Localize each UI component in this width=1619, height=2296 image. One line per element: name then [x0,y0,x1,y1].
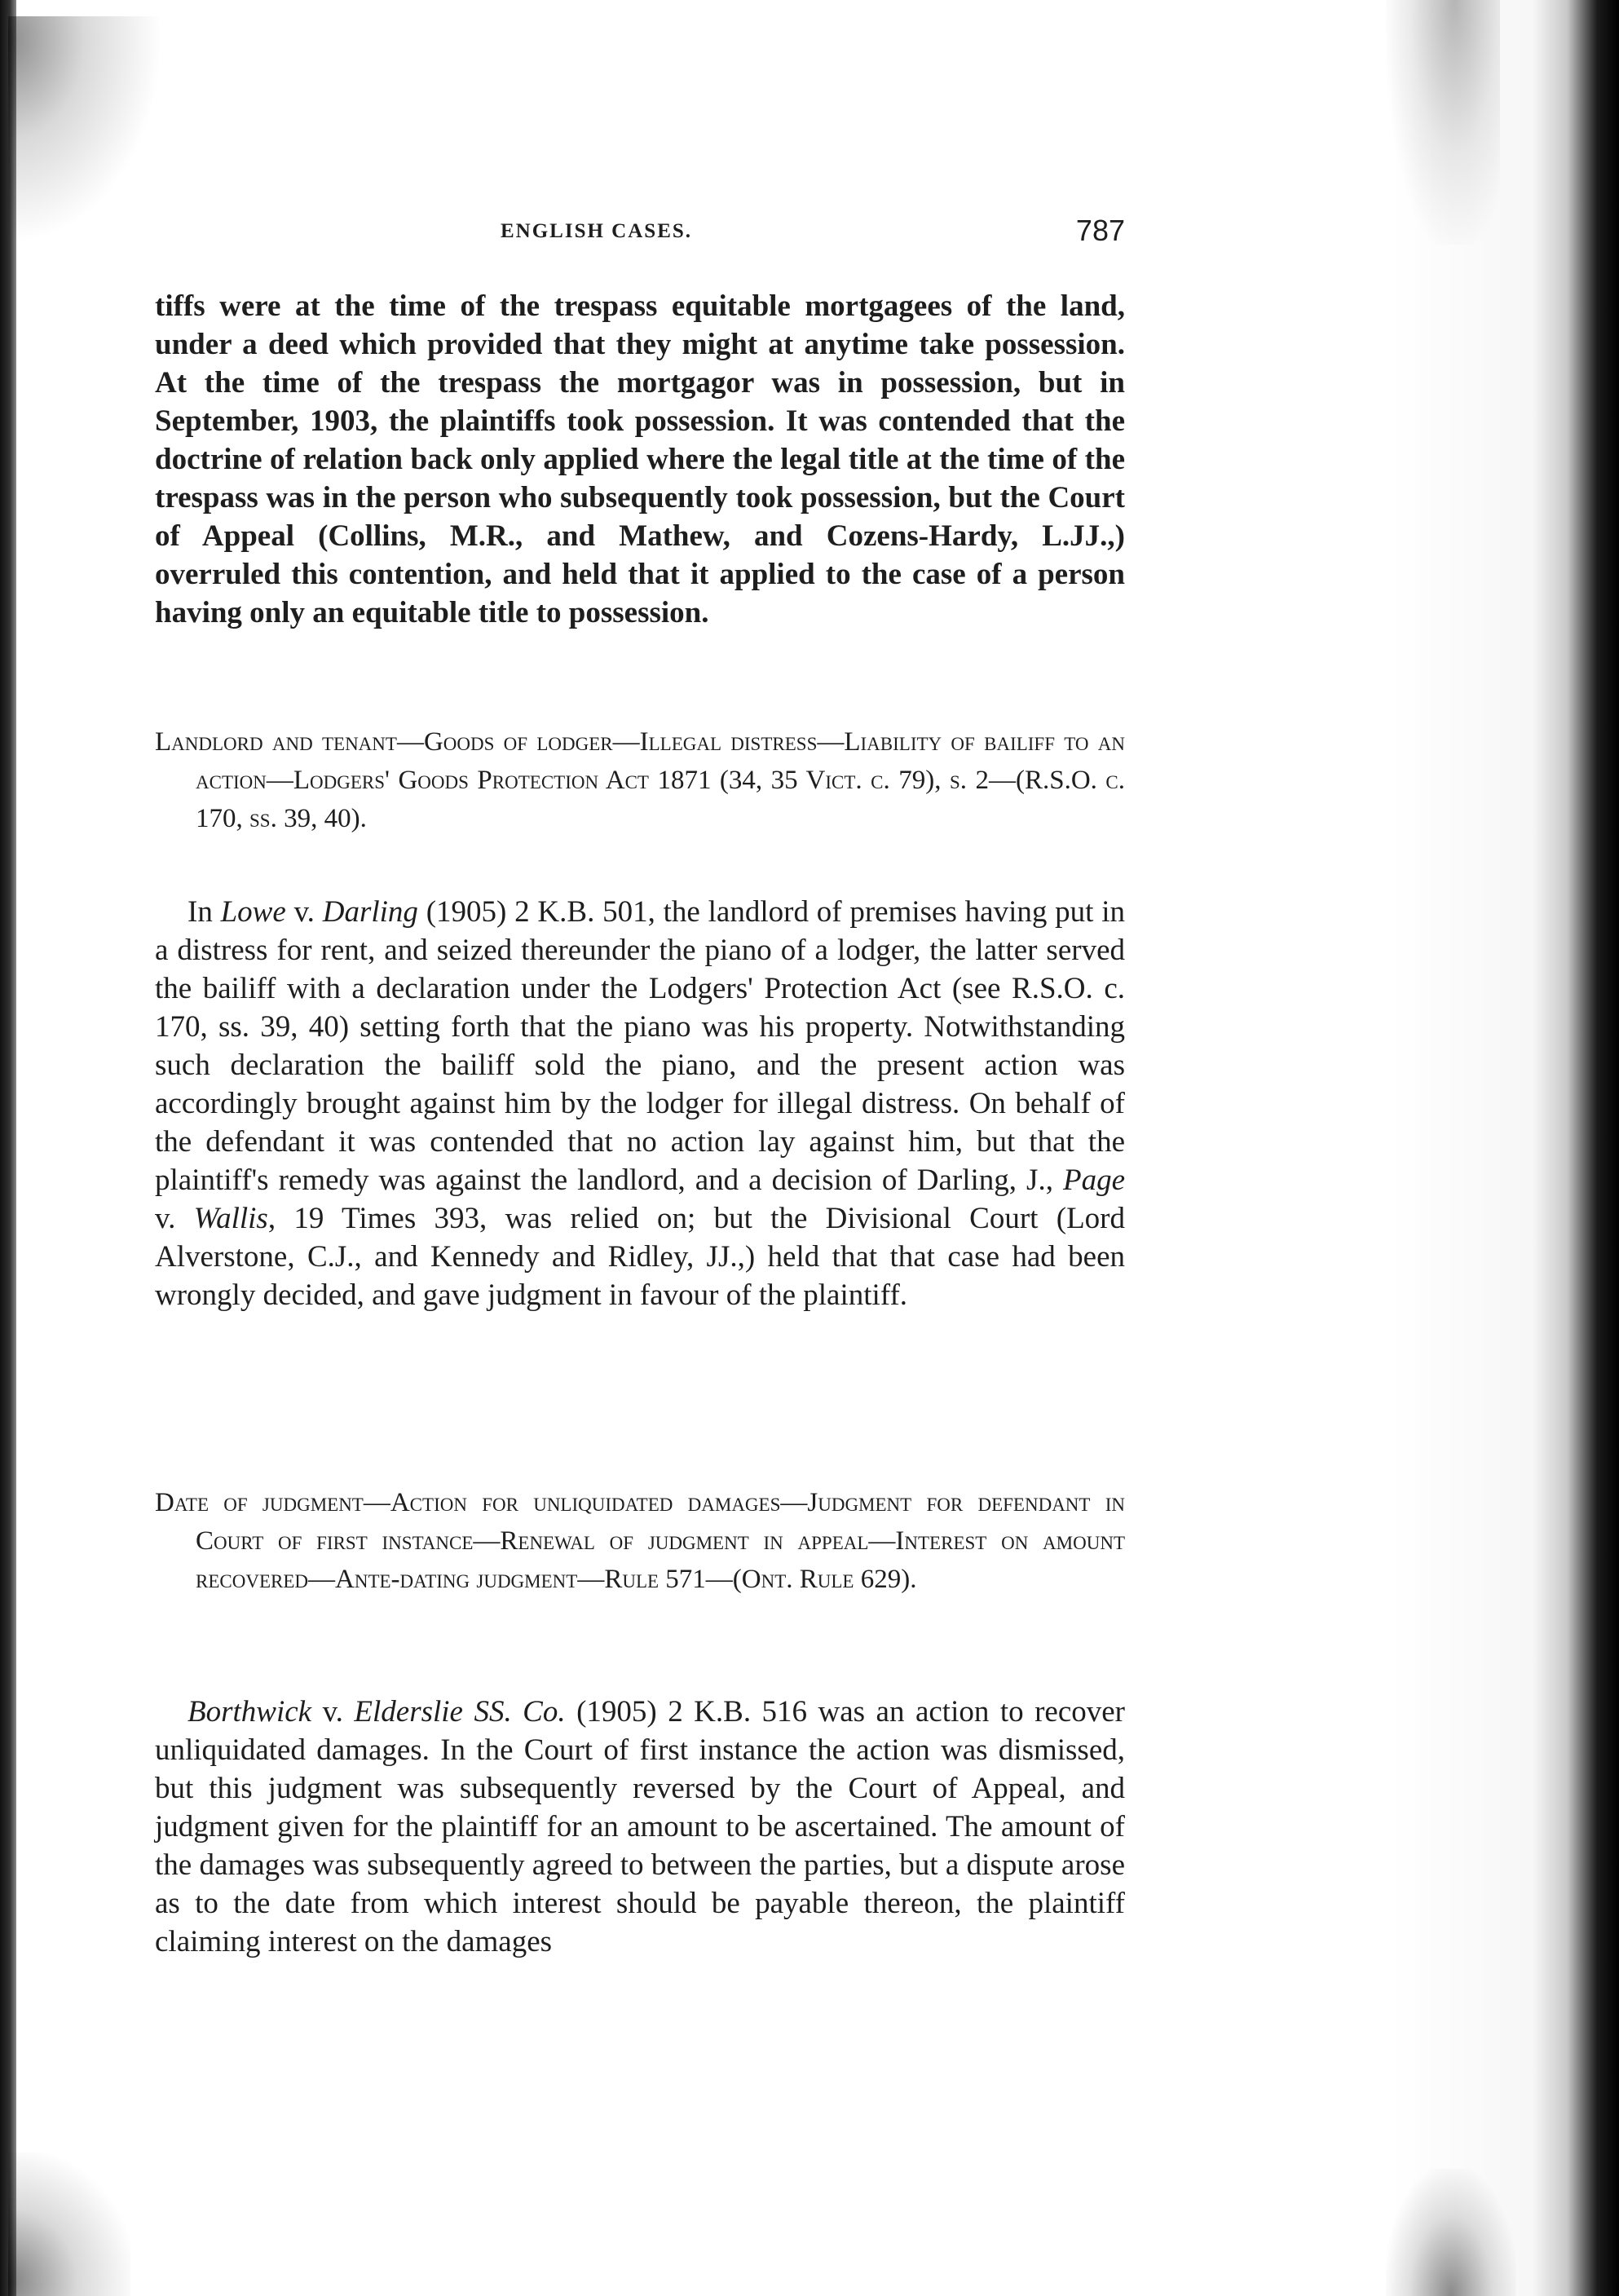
versus: v. [285,895,323,929]
page-header [155,214,1125,254]
scan-noise-bottom-right [1386,2169,1516,2296]
running-head: ENGLISH CASES. [501,220,693,242]
headnote-landlord-tenant: Landlord and tenant—Goods of lodger—Illegal distress—Liability of bailiff to an action—Lodgers' Goods Protection Act 1871 (34, 35 Vict. c. 79), s. 2—(R.S.O. c. 170, ss. 39, 40). [155,727,1125,833]
scan-right-edge [1533,0,1619,2296]
paragraph-text: , 19 Times 393, was relied on; but the Divisional Court (Lord Alverstone, C.J., and Kennedy and Ridley, JJ.,) held that that case had been wrongly decided, and gave judgment in favour of the plaintiff. [155,1202,1125,1312]
cited-case-party-b: Wallis [193,1202,268,1235]
case-name-party-a: Lowe [220,895,286,929]
scan-noise-top-left [8,16,163,245]
scan-noise-top-right [1386,0,1500,245]
paragraph-text: (1905) 2 K.B. 501, the landlord of premises having put in a distress for rent, and seized thereunder the piano of a lodger, the latter served the bailiff with a declaration under the Lodgers' Protection Act (see R.S.O. c. 170, ss. 39, 40) setting forth that the piano was his property. Notwithstanding such declaration the bailiff sold the piano, and the present action was accordingly brought against him by the lodger for illegal distress. On behalf of the defendant it was contended that no action lay against him, but that the plaintiff's remedy was against the landlord, and a decision of Darling, J., [155,895,1125,1197]
scan-noise-bottom-left [8,2152,130,2296]
headnote-date-of-judgment: Date of judgment—Action for unliquidated damages—Judgment for defendant in Court of first instance—Renewal of judgment in appeal—Interest on amount recovered—Ante-dating judgment—Rule 571—(Ont. Rule 629). [155,1488,1125,1594]
cited-case-party-a: Page [1062,1163,1125,1197]
paragraph-lowe-v-darling [155,893,1125,1314]
case-name-party-b: Darling [322,895,418,929]
paragraph-continued: tiffs were at the time of the trespass equitable mortgagees of the land, under a deed which provided that they might at anytime take possession. At the time of the trespass the mortgagor was in possession, but in September, 1903, the plaintiffs took possession. It was contended that the doctrine of relation back only applied where the legal title at the time of the trespass was in the person who subsequently took possession, but the Court of Appeal (Collins, M.R., and Mathew, and Cozens-Hardy, L.JJ.,) overruled this contention, and held that it applied to the case of a person having only an equitable title to possession. [155,289,1125,629]
paragraph-text: (1905) 2 K.B. 516 was an action to recover unliquidated damages. In the Court of first instance the action was dismissed, but this judgment was subsequently reversed by the Court of Appeal, and judgment given for the plaintiff for an amount to be ascertained. The amount of the damages was subsequently agreed to between the parties, but a dispute arose as to the date from which interest should be payable thereon, the plaintiff claiming interest on the damages [155,1695,1125,1958]
versus: v. [155,1202,194,1235]
page-number: 787 [1075,214,1125,247]
case-name-party-b: Elderslie SS. Co. [354,1695,566,1729]
book-spine-shadow [0,0,16,2296]
paragraph-intro: In [187,895,221,929]
paragraph-borthwick [155,1693,1125,1961]
versus: v. [311,1695,355,1729]
case-name-party-a: Borthwick [187,1695,312,1729]
